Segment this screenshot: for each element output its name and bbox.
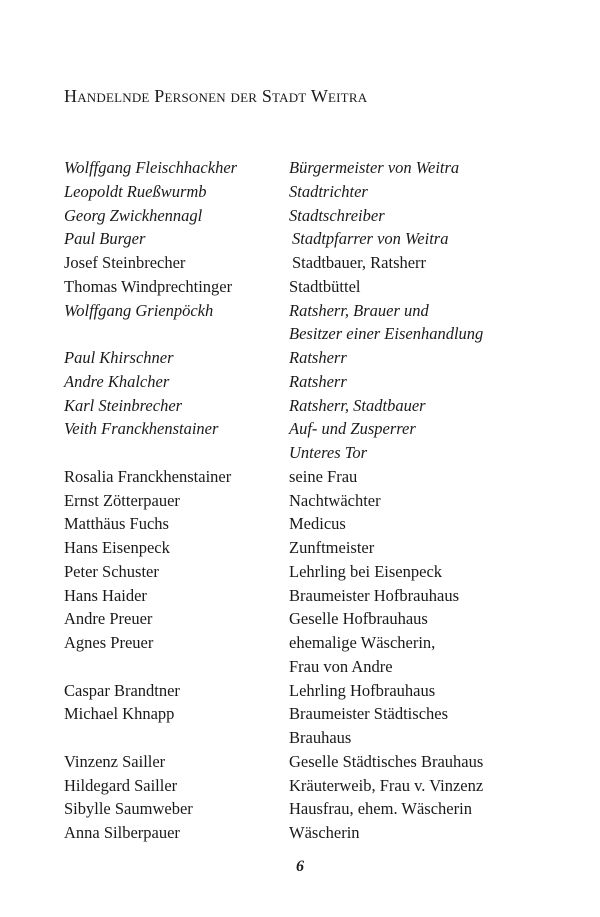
- character-name: Wolffgang Grienpöckh: [64, 300, 214, 320]
- character-name: [64, 726, 289, 750]
- cast-row: [64, 156, 534, 180]
- character-name: Karl Steinbrecher: [64, 395, 183, 415]
- character-name: Caspar Brandtner: [64, 680, 180, 700]
- cast-row: [64, 584, 534, 608]
- cast-row: [64, 679, 534, 703]
- cast-row: [64, 607, 534, 631]
- cast-row: [64, 370, 534, 394]
- character-name: Leopoldt Rueßwurmb: [64, 181, 207, 201]
- character-role: Ratsherr: [289, 348, 347, 367]
- character-name: Hildegard Sailler: [64, 775, 178, 795]
- character-name: Sibylle Saumweber: [64, 799, 193, 819]
- cast-row: [64, 774, 534, 798]
- character-role: Stadtschreiber: [289, 205, 385, 225]
- character-name: Anna Silberpauer: [64, 823, 180, 842]
- character-role: Geselle Hofbrauhaus: [289, 609, 428, 629]
- cast-row: [64, 821, 534, 845]
- cast-row: [64, 251, 534, 275]
- character-name: Andre Khalcher: [64, 371, 170, 391]
- character-role: Lehrling Hofbrauhaus: [289, 680, 436, 700]
- character-name: Michael Khnapp: [64, 704, 175, 724]
- page-number: 6: [296, 858, 304, 875]
- character-role: Unteres Tor: [289, 443, 368, 462]
- character-role: Lehrling bei Eisenpeck: [289, 561, 443, 581]
- cast-row: [64, 227, 534, 251]
- page-heading: Handelnde Personen der Stadt Weitra: [64, 86, 368, 106]
- character-role: Brauhaus: [289, 728, 352, 747]
- cast-row: [64, 631, 534, 655]
- character-name: Paul Burger: [64, 229, 146, 249]
- cast-row: [64, 394, 534, 418]
- cast-row: [64, 465, 534, 489]
- character-role: Stadtbüttel: [289, 276, 361, 296]
- cast-row: [64, 560, 534, 584]
- character-name: Thomas Windprechtinger: [64, 276, 233, 296]
- character-role: seine Frau: [289, 466, 358, 486]
- cast-row: [64, 299, 534, 323]
- character-name: Vinzenz Sailler: [64, 751, 166, 771]
- character-role: ehemalige Wäscherin,: [289, 633, 436, 652]
- character-name: Hans Haider: [64, 585, 147, 605]
- character-role: Wäscherin: [289, 823, 360, 842]
- cast-row: [64, 655, 534, 679]
- character-role: Kräuterweib, Frau v. Vinzenz: [289, 775, 484, 795]
- character-role: Braumeister Städtisches: [289, 704, 449, 724]
- character-name: Matthäus Fuchs: [64, 514, 169, 534]
- cast-row: [64, 797, 534, 821]
- cast-row: [64, 204, 534, 228]
- character-role: Hausfrau, ehem. Wäscherin: [289, 799, 472, 819]
- cast-row: [64, 702, 534, 726]
- cast-row: [64, 750, 534, 774]
- character-name: Rosalia Franckhenstainer: [64, 466, 232, 486]
- character-name: Josef Steinbrecher: [64, 253, 186, 272]
- character-role: Stadtpfarrer von Weitra: [292, 229, 449, 249]
- character-role: Ratsherr: [289, 371, 347, 391]
- cast-row: [64, 536, 534, 560]
- character-role: Ratsherr, Brauer und: [289, 300, 429, 320]
- cast-list: [64, 156, 534, 845]
- character-name: Agnes Preuer: [64, 633, 154, 652]
- cast-row: [64, 180, 534, 204]
- character-role: Medicus: [289, 514, 346, 534]
- character-name: Peter Schuster: [64, 561, 159, 581]
- character-role: Geselle Städtisches Brauhaus: [289, 751, 484, 771]
- character-name: [64, 322, 289, 346]
- character-role: Stadtbauer, Ratsherr: [292, 253, 427, 272]
- cast-row: [64, 726, 534, 750]
- character-role: Frau von Andre: [289, 656, 393, 676]
- character-role: Braumeister Hofbrauhaus: [289, 585, 459, 605]
- character-name: Georg Zwickhennagl: [64, 205, 203, 225]
- character-name: Veith Franckhenstainer: [64, 419, 219, 439]
- character-role: Bürgermeister von Weitra: [289, 158, 460, 177]
- cast-row: [64, 346, 534, 370]
- character-name: Hans Eisenpeck: [64, 538, 170, 557]
- character-name: Wolffgang Fleischhackher: [64, 158, 238, 177]
- character-role: Auf- und Zusperrer: [289, 419, 416, 439]
- cast-row: [64, 441, 534, 465]
- character-name: [64, 655, 289, 679]
- character-role: Besitzer einer Eisenhandlung: [289, 324, 484, 344]
- character-role: Ratsherr, Stadtbauer: [289, 395, 426, 415]
- character-role: Stadtrichter: [289, 181, 368, 201]
- character-role: Zunftmeister: [289, 538, 375, 557]
- cast-row: [64, 275, 534, 299]
- character-name: Paul Khirschner: [64, 348, 174, 367]
- character-name: Andre Preuer: [64, 609, 153, 629]
- character-name: Ernst Zötterpauer: [64, 490, 180, 510]
- character-name: [64, 441, 289, 465]
- cast-row: [64, 512, 534, 536]
- cast-row: [64, 489, 534, 513]
- cast-row: [64, 322, 534, 346]
- cast-row: [64, 417, 534, 441]
- character-role: Nachtwächter: [289, 490, 381, 510]
